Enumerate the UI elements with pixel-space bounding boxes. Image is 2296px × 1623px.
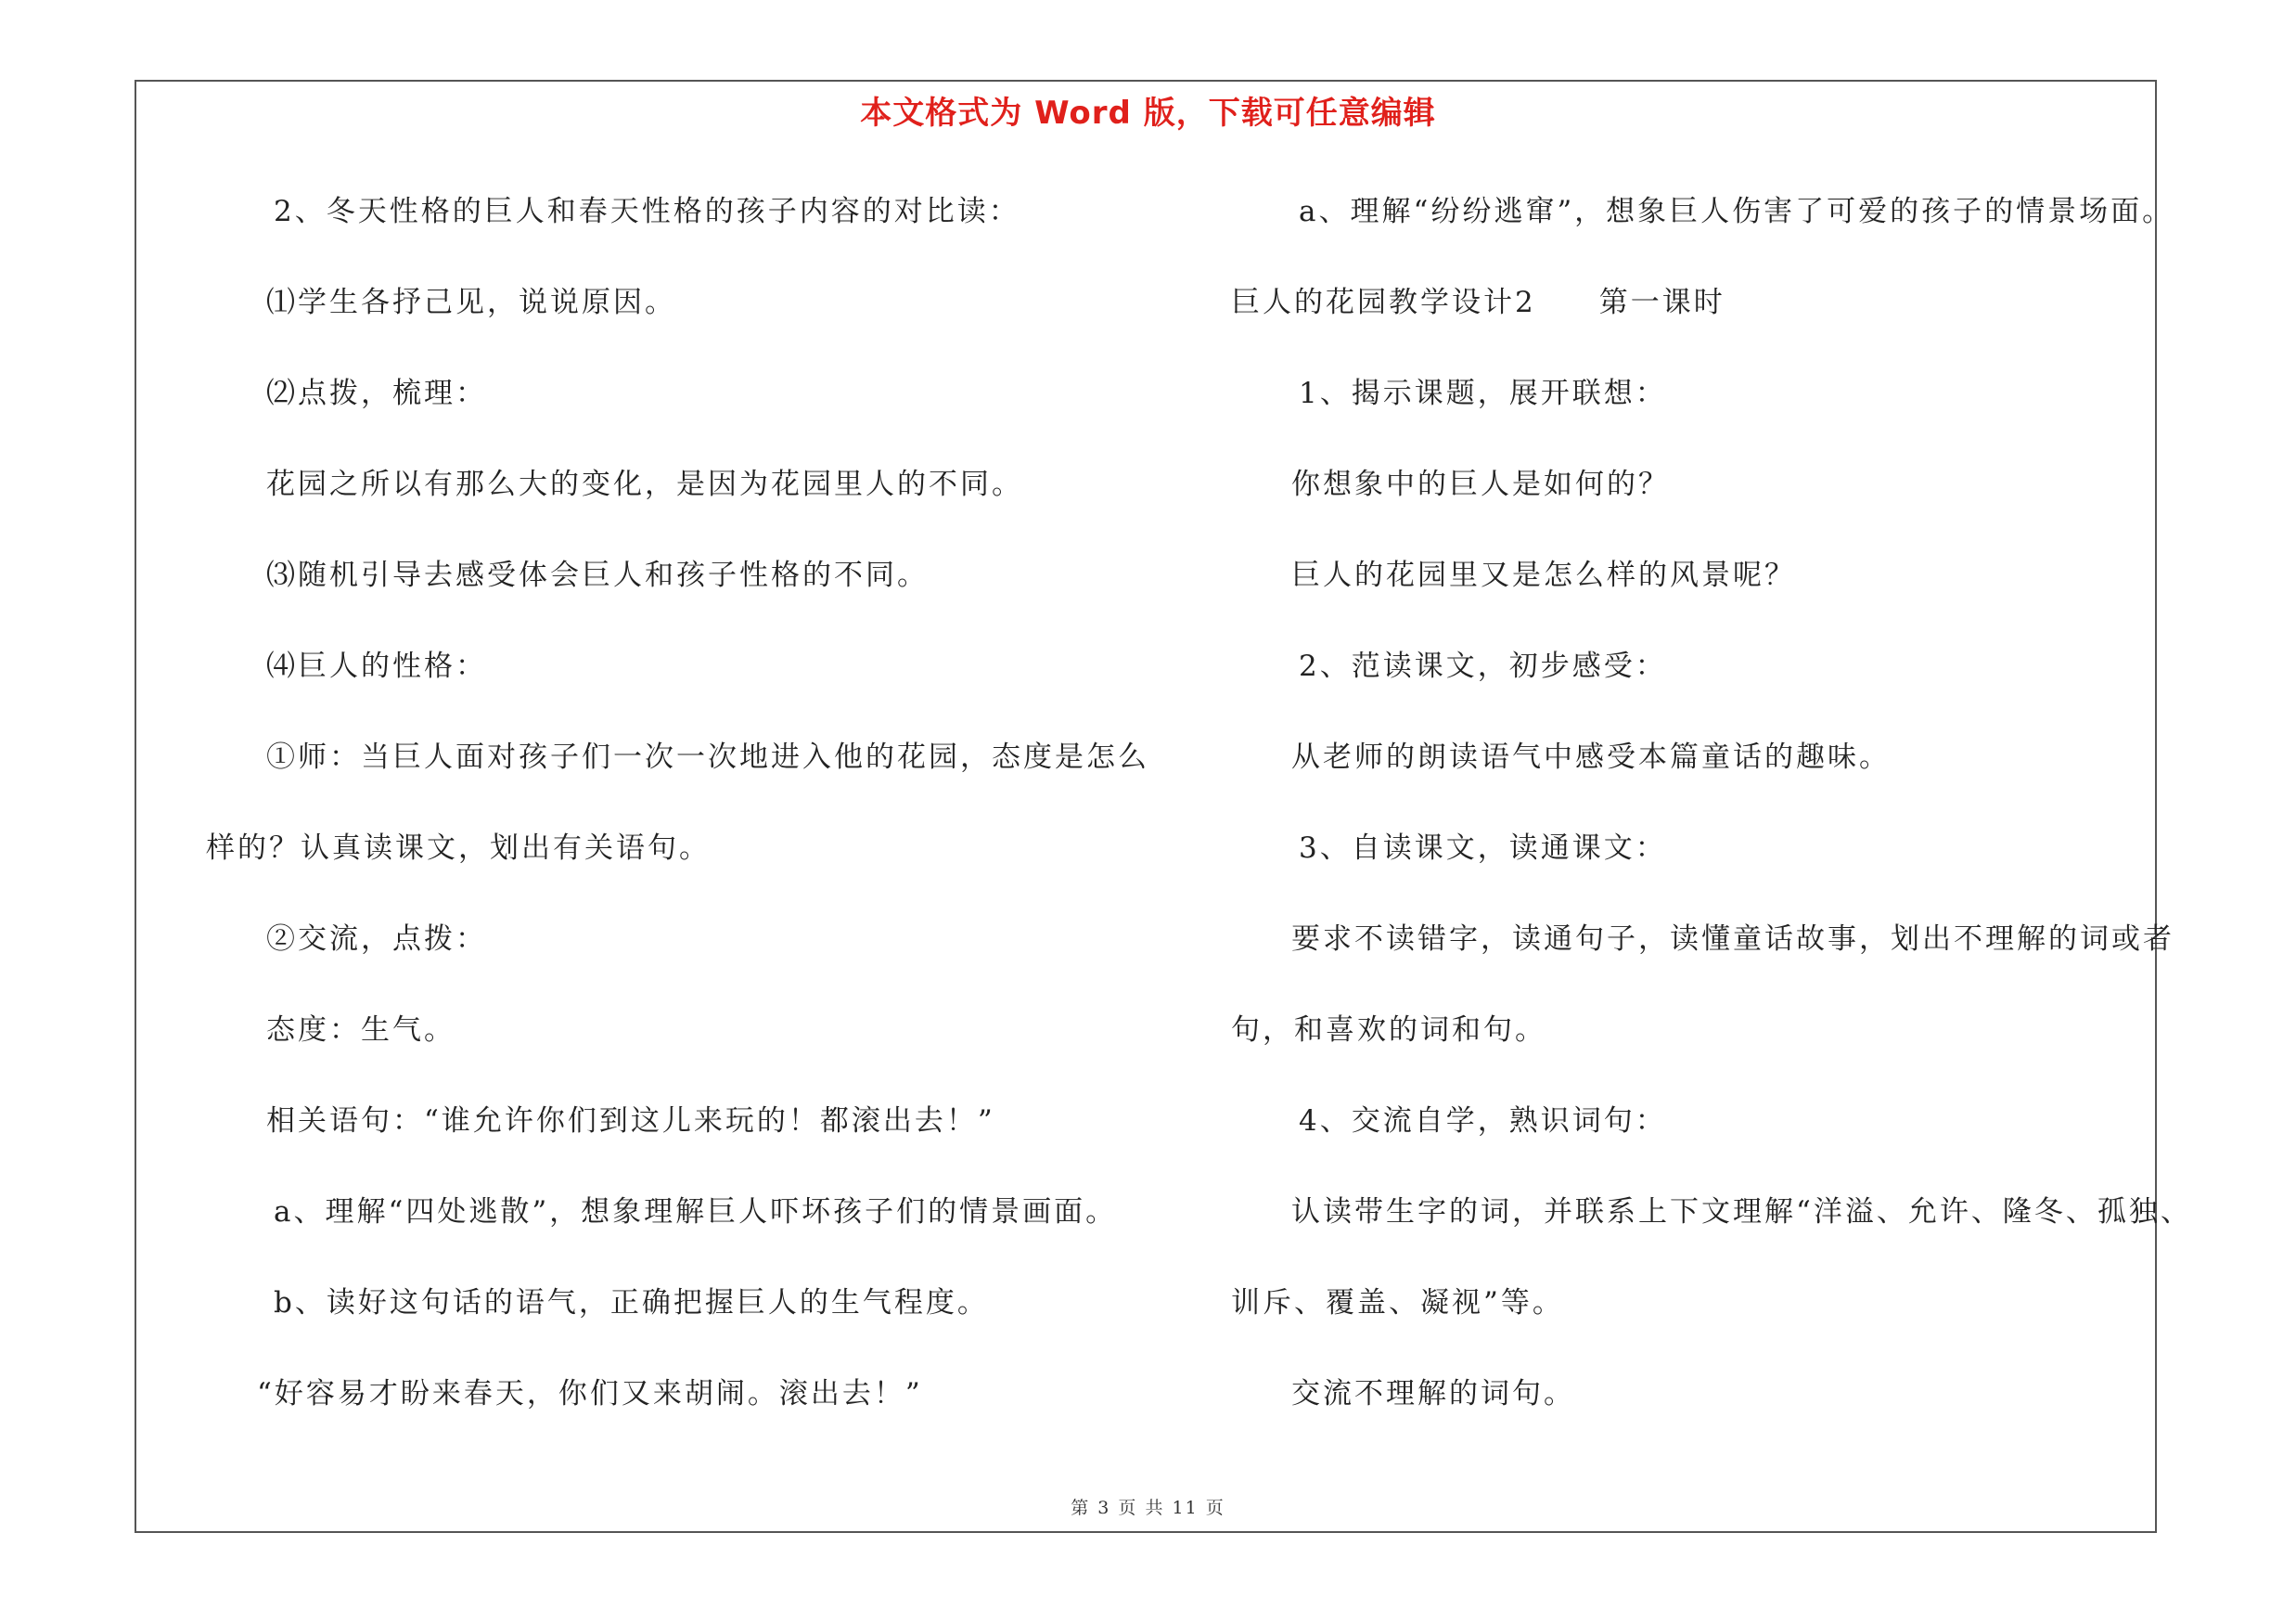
paragraph-line: ⑴学生各抒己见，说说原因。 bbox=[266, 286, 676, 319]
paragraph-line: ②交流，点拨： bbox=[266, 922, 487, 956]
paragraph-line: “好容易才盼来春天，你们又来胡闹。滚出去！” bbox=[257, 1377, 923, 1410]
paragraph-line: ⑵点拨，梳理： bbox=[266, 377, 487, 410]
paragraph-line: 巨人的花园里又是怎么样的风景呢？ bbox=[1291, 559, 1796, 592]
paragraph-line: 相关语句：“谁允许你们到这儿来玩的！都滚出去！” bbox=[266, 1104, 995, 1138]
paragraph-line: 从老师的朗读语气中感受本篇童话的趣味。 bbox=[1291, 741, 1891, 774]
paragraph-line: 2、范读课文，初步感受： bbox=[1299, 650, 1667, 683]
paragraph-line: 3、自读课文，读通课文： bbox=[1299, 831, 1667, 865]
paragraph-line: 花园之所以有那么大的变化，是因为花园里人的不同。 bbox=[266, 468, 1023, 501]
paragraph-line: 巨人的花园教学设计2 第一课时 bbox=[1231, 286, 1725, 319]
paragraph-line: 你想象中的巨人是如何的？ bbox=[1291, 468, 1670, 501]
paragraph-line: 句，和喜欢的词和句。 bbox=[1231, 1013, 1546, 1047]
paragraph-line: 态度：生气。 bbox=[266, 1013, 455, 1047]
page-number-footer: 第 3 页 共 11 页 bbox=[1071, 1498, 1225, 1518]
paragraph-line: 4、交流自学，熟识词句： bbox=[1299, 1104, 1667, 1138]
paragraph-line: 1、揭示课题，展开联想： bbox=[1299, 377, 1667, 410]
paragraph-line: 2、冬天性格的巨人和春天性格的孩子内容的对比读： bbox=[274, 195, 1020, 228]
paragraph-line: ⑶随机引导去感受体会巨人和孩子性格的不同。 bbox=[266, 559, 929, 592]
paragraph-line: 交流不理解的词句。 bbox=[1291, 1377, 1575, 1410]
paragraph-line: 样的？认真读课文，划出有关语句。 bbox=[206, 831, 711, 865]
paragraph-line: 认读带生字的词，并联系上下文理解“洋溢、允许、隆冬、孤独、 bbox=[1291, 1195, 2192, 1229]
paragraph-line: b、读好这句话的语气，正确把握巨人的生气程度。 bbox=[274, 1286, 989, 1320]
paragraph-line: ①师：当巨人面对孩子们一次一次地进入他的花园，态度是怎么 bbox=[266, 741, 1149, 774]
paragraph-line: a、理解“四处逃散”，想象理解巨人吓坏孩子们的情景画面。 bbox=[274, 1195, 1118, 1229]
paragraph-line: 训斥、覆盖、凝视”等。 bbox=[1231, 1286, 1564, 1320]
paragraph-line: ⑷巨人的性格： bbox=[266, 650, 487, 683]
paragraph-line: a、理解“纷纷逃窜”，想象巨人伤害了可爱的孩子的情景场面。 bbox=[1299, 195, 2174, 228]
paragraph-line: 要求不读错字，读通句子，读懂童话故事，划出不理解的词或者 bbox=[1291, 922, 2174, 956]
format-banner: 本文格式为 Word 版，下载可任意编辑 bbox=[860, 95, 1436, 132]
